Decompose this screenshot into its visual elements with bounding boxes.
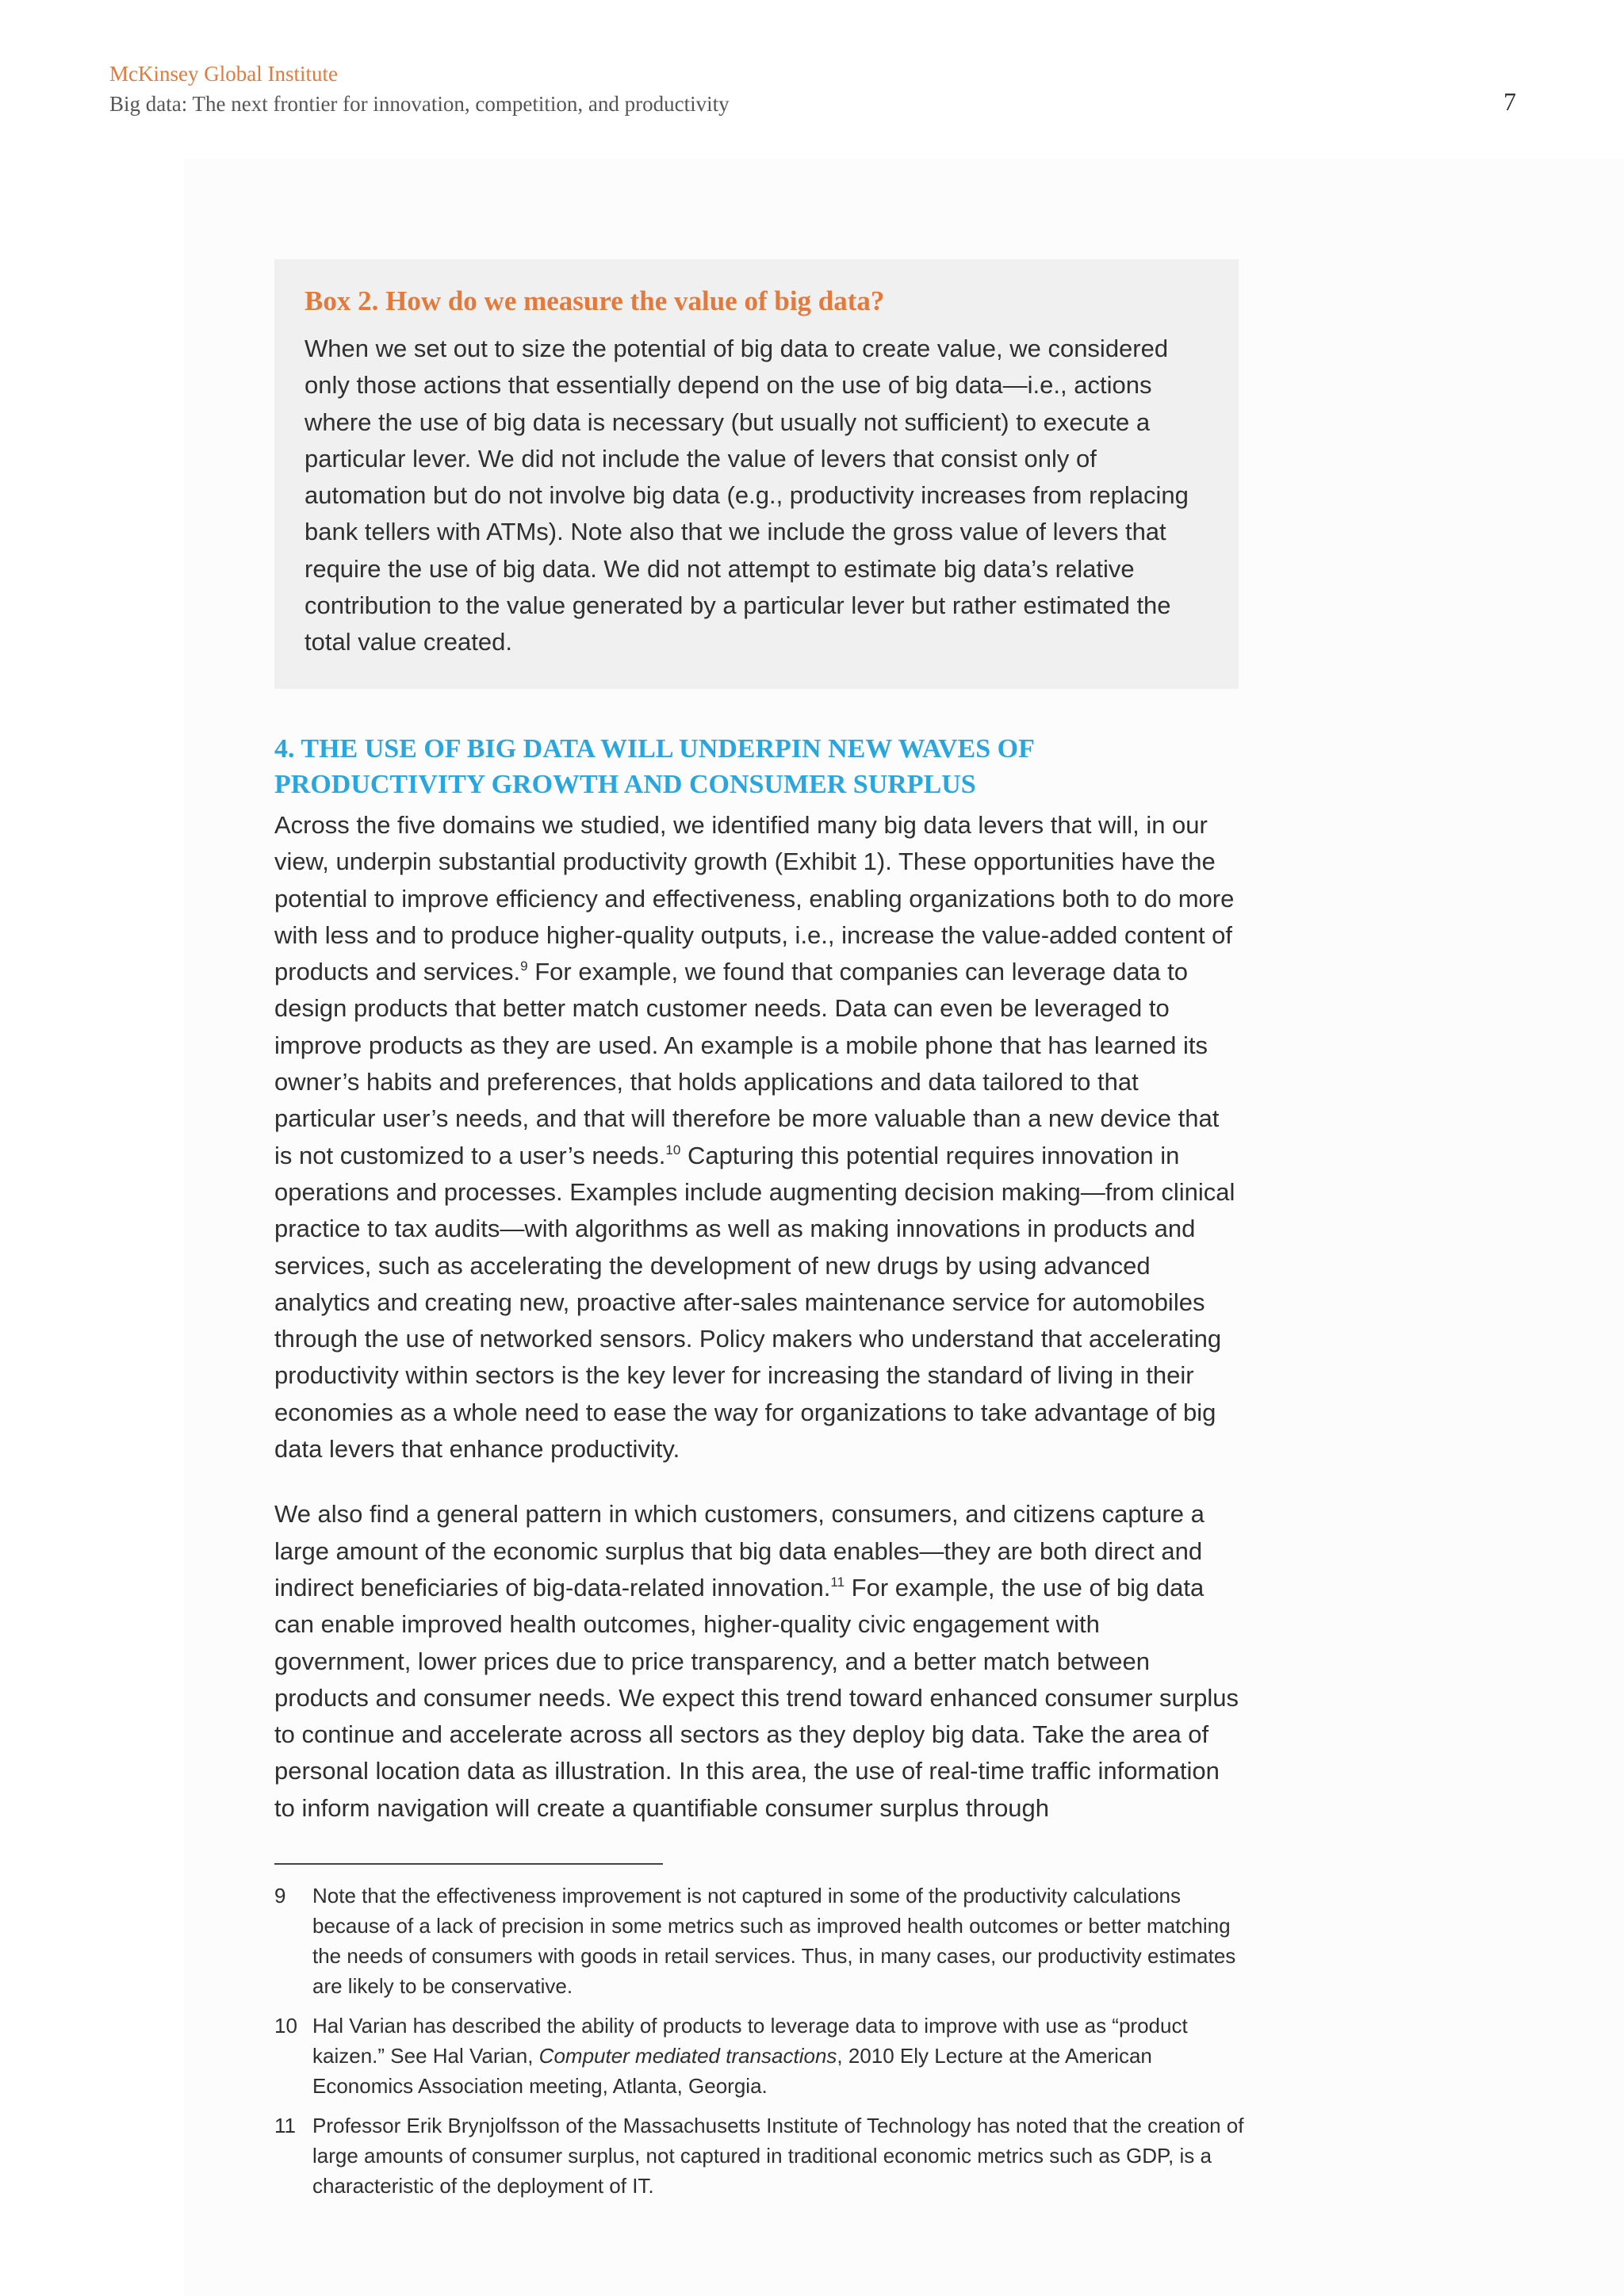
footnote-number: 9 [274,1884,286,1908]
footnote-divider [274,1863,663,1865]
sidebar-box [274,259,1239,689]
box-body: When we set out to size the potential of big data to create value, we considered only those actions that essentially depend on the use of big data—i.e., actions where the use of big data is necessary (but usually not sufficient) to execute a particular lever. We did not include the value of levers that consist only of automation but do not involve big data (e.g., productivity increases from replacing bank tellers with ATMs). Note also that we include the gross value of levers that require the use of big data. We did not attempt to estimate big data’s relative contribution to the value generated by a particular lever but rather estimated the total value created. [304,335,1189,656]
running-header [109,59,730,119]
paragraph-2-text-b: For example, the use of big data can enable improved health outcomes, higher-quality civic engagement with government, lower prices due to price transparency, and a better match between products and consumer needs. We expect this trend toward enhanced consumer surplus to continue and accelerate across all sectors as they deploy big data. Take the area of personal location data as illustration. In this area, the use of real-time traffic information to inform navigation will create a quantifiable consumer surplus through [274,1573,1239,1822]
footnote-text-part: , 2010 Ely Lecture at the American Economics Association meeting, Atlanta, Georgia. [312,2044,1152,2098]
paragraph-2-text-a: We also find a general pattern in which customers, consumers, and citizens capture a large amount of the economic surplus that big data enables—they are both direct and indirect beneficiaries of big-data-related innovation. [274,1500,1205,1601]
paragraph-1-text-a: Across the five domains we studied, we identified many big data levers that will, in our view, underpin substantial productivity growth (Exhibit 1). These opportunities have the potential to improve efficiency and effectiveness, enabling organizations both to do more with less and to produce higher-quality outputs, i.e., increase the value-added content of products and services. [274,811,1235,986]
footnote-text [312,2011,1250,2101]
paragraph-2 [274,1496,1242,1827]
paragraph-1-text-b: For example, we found that companies can leverage data to design products that better match customer needs. Data can even be leveraged to improve products as they are used. An example is a mobile phone that has learned its owner’s habits and preferences, that holds applications and data tailored to that particular user’s needs, and that will therefore be more valuable than a new device that is not customized to a user’s needs. [274,958,1220,1169]
organization-name: McKinsey Global Institute [109,62,338,86]
report-title: Big data: The next frontier for innovation, competition, and productivity [109,92,730,116]
footnote-number: 10 [274,2014,297,2038]
cited-work-title: Computer mediated transactions [538,2044,837,2068]
box-title: Box 2. How do we measure the value of big data? [304,285,885,316]
footnote-ref-9[interactable]: 9 [520,959,528,974]
footnote-ref-11[interactable]: 11 [830,1574,845,1590]
footnote-ref-10[interactable]: 10 [665,1142,681,1158]
footnote-11 [274,2110,1250,2201]
footnotes [274,1881,1250,2210]
paragraph-1 [274,807,1242,1468]
footnote-text-part: Hal Varian has described the ability of products to leverage data to improve with use as “product kaizen.” See Hal Varian, [312,2014,1188,2068]
footnote-10 [274,2011,1250,2101]
footnote-text: Note that the effectiveness improvement is not captured in some of the productivity calculations because of a lack of precision in some metrics such as improved health outcomes or better matching the needs of consumers with goods in retail services. Thus, in many cases, our productivity estimates are likely to be conservative. [312,1884,1236,1998]
section-heading: 4. THE USE OF BIG DATA WILL UNDERPIN NEW WAVES OF PRODUCTIVITY GROWTH AND CONSUMER SURPLUS [274,734,1034,799]
section-4 [274,731,1242,1855]
footnote-number: 11 [274,2114,296,2137]
page-number: 7 [1503,87,1516,116]
footnote-9 [274,1881,1250,2001]
footnote-text: Professor Erik Brynjolfsson of the Massachusetts Institute of Technology has noted that the creation of large amounts of consumer surplus, not captured in traditional economic metrics such as GDP, is a characteristic of the deployment of IT. [312,2114,1244,2198]
paragraph-1-text-c: Capturing this potential requires innovation in operations and processes. Examples include augmenting decision making—from clinical practice to tax audits—with algorithms as well as making innovations in products and services, such as accelerating the development of new drugs by using advanced analytics and creating new, proactive after-sales maintenance service for automobiles through the use of networked sensors. Policy makers who understand that accelerating productivity within sectors is the key lever for increasing the standard of living in their economies as a whole need to ease the way for organizations to take advantage of big data levers that enhance productivity. [274,1141,1235,1464]
